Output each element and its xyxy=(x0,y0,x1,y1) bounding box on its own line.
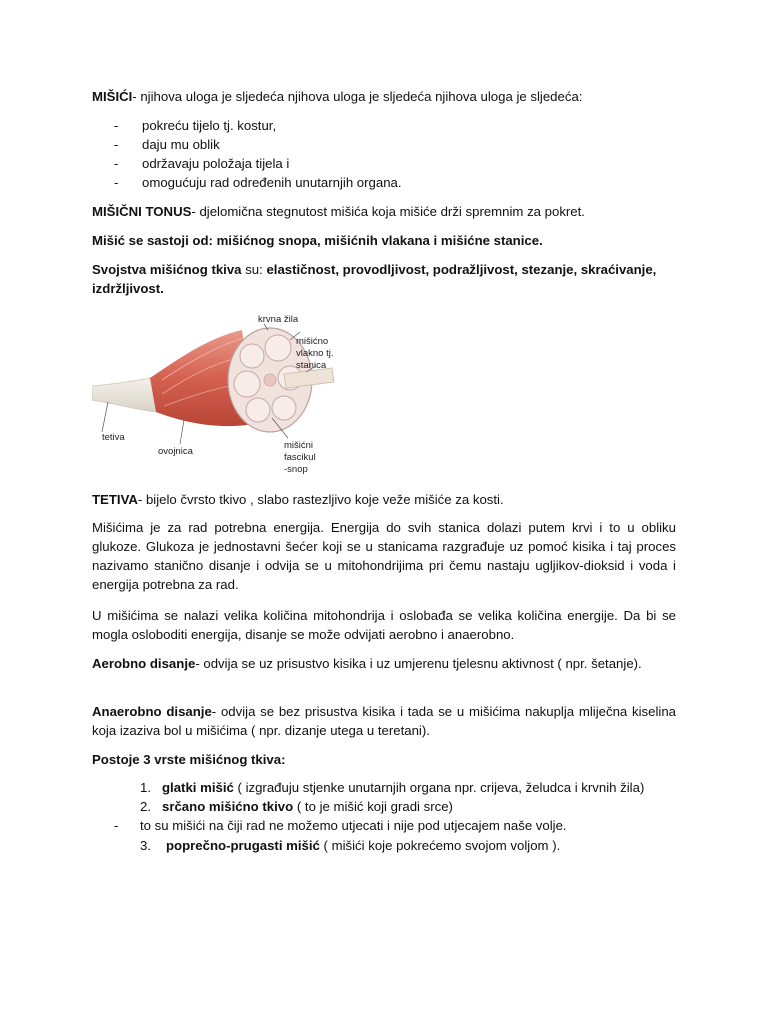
tonus-paragraph: MIŠIČNI TONUS- djelomična stegnutost mišića koja mišiće drži spremnim za pokret. xyxy=(92,204,585,219)
tonus-term: MIŠIČNI TONUS xyxy=(92,204,192,219)
tendon-shape xyxy=(92,378,158,412)
label-fascikul-3: -snop xyxy=(284,464,308,475)
intro-paragraph xyxy=(92,87,676,106)
intro-text: - njihova uloga je sljedeća njihova uloga je sljedeća njihova uloga je sljedeća: xyxy=(132,89,583,104)
label-ovojnica: ovojnica xyxy=(158,446,193,457)
label-vlakno-2: vlakno tj. xyxy=(296,348,334,359)
aerobic-paragraph: Aerobno disanje- odvija se uz prisustvo kisika i uz umjerenu tjelesnu aktivnost ( npr. šetanje). xyxy=(92,656,642,671)
label-krvna-zila: krvna žila xyxy=(258,314,299,325)
composition-paragraph: Mišić se sastoji od: mišićnog snopa, mišićnih vlakana i mišićne stanice. xyxy=(92,233,543,248)
label-fascikul-2: fascikul xyxy=(284,452,316,463)
energy-paragraph: Mišićima je za rad potrebna energija. Energija do svih stanica dolazi putem krvi i to u obliku glukoze. Glukoza je jednostavni šećer koji se u stanicama razgrađuje uz pomoć kisika i taj proces nazivamo stanično disanje i odvija se u mitohondrijima pri čemu nastaju ugljikov-dioksid i voda i energija potrebna za rad. xyxy=(92,520,676,592)
label-vlakno-1: mišićno xyxy=(296,336,329,347)
label-tetiva: tetiva xyxy=(102,432,125,443)
label-vlakno-3: stanica xyxy=(296,360,327,371)
tetiva-paragraph: TETIVA- bijelo čvrsto tkivo , slabo rastezljivo koje veže mišiće za kosti. xyxy=(92,492,504,507)
muscle-diagram xyxy=(92,308,352,488)
properties-paragraph: Svojstva mišićnog tkiva su: elastičnost, provodljivost, podražljivost, stezanje, skraćivanje, izdržljivost. xyxy=(92,262,657,296)
document-page: MIŠIĆI- njihova uloga je sljedeća njihova uloga je sljedeća njihova uloga je sljedeća: - pokreću tijelo tj. kostur, - daju mu oblik - održavaju položaja tijela i - omogućuju rad određenih unutarnjih organa. MIŠIČNI TONUS- djelomična stegnutost mišića koja mišiće drži spremnim za pokret. Mišić se sastoji od: mišićnog snopa, mišićnih vlakana i mišićne stanice. Svojstva mišićnog tkiva su: elastičnost, provodljivost, podražljivost, stezanje, skraćivanje, izdržljivost. krvna žila mišićno vlakno tj. stanica tetiva ovojnica mišićni fascikul -snop TETIVA- bijelo čvrsto tkivo , slabo rastezljivo koje veže mišiće za kosti. Mišićima je za rad potrebna energija. Energija do svih stanica dolazi putem krvi i to u obliku glukoze. Glukoza je jednostavni šećer koji se u stanicama razgrađuje uz pomoć kisika i taj proces nazivamo stanično disanje i odvija se u mitohondrijima pri čemu nastaju ugljikov-dioksid i voda i energija potrebna za rad. U mišićima se nalazi velika količina mitohondrija i oslobađa se velika količina energije. Da bi se mogla osloboditi energija, disanje se može odvijati aerobno i anaerobno. Aerobno disanje- odvija se uz prisustvo kisika i uz umjerenu tjelesnu aktivnost ( npr. šetanje). Anaerobno disanje- odvija se bez prisustva kisika i tada se u mišićima nakuplja mliječna kiselina koja izaziva bol u mišićima ( npr. dizanje utega u teretani). Postoje 3 vrste mišićnog tkiva: 1. glatki mišić ( izgrađuju stjenke unutarnjih organa npr. crijeva, želudca i krvnih žila) 2. srčano mišićno tkivo ( to je mišić koji gradi srce) - to su mišići na čiji rad ne možemo utjecati i nije pod utjecajem naše volje. 3. poprečno-prugasti mišić ( mišići koje pokrećemo svojom voljom ). xyxy=(92,89,676,853)
types-heading: Postoje 3 vrste mišićnog tkiva: xyxy=(92,752,286,767)
mitochondria-paragraph: U mišićima se nalazi velika količina mitohondrija i oslobađa se velika količina energije. Da bi se mogla osloboditi energija, disanje se može odvijati aerobno i anaerobno. xyxy=(92,608,676,642)
anaerobic-term: Anaerobno disanje xyxy=(92,704,212,719)
intro-title: MIŠIĆI xyxy=(92,89,133,104)
aerobic-term: Aerobno disanje xyxy=(92,656,196,671)
tetiva-term: TETIVA xyxy=(92,492,138,507)
label-fascikul-1: mišićni xyxy=(284,440,314,451)
anaerobic-paragraph: Anaerobno disanje- odvija se bez prisustva kisika i tada se u mišićima nakuplja mliječna kiselina koja izaziva bol u mišićima ( npr. dizanje utega u teretani). xyxy=(92,704,676,738)
